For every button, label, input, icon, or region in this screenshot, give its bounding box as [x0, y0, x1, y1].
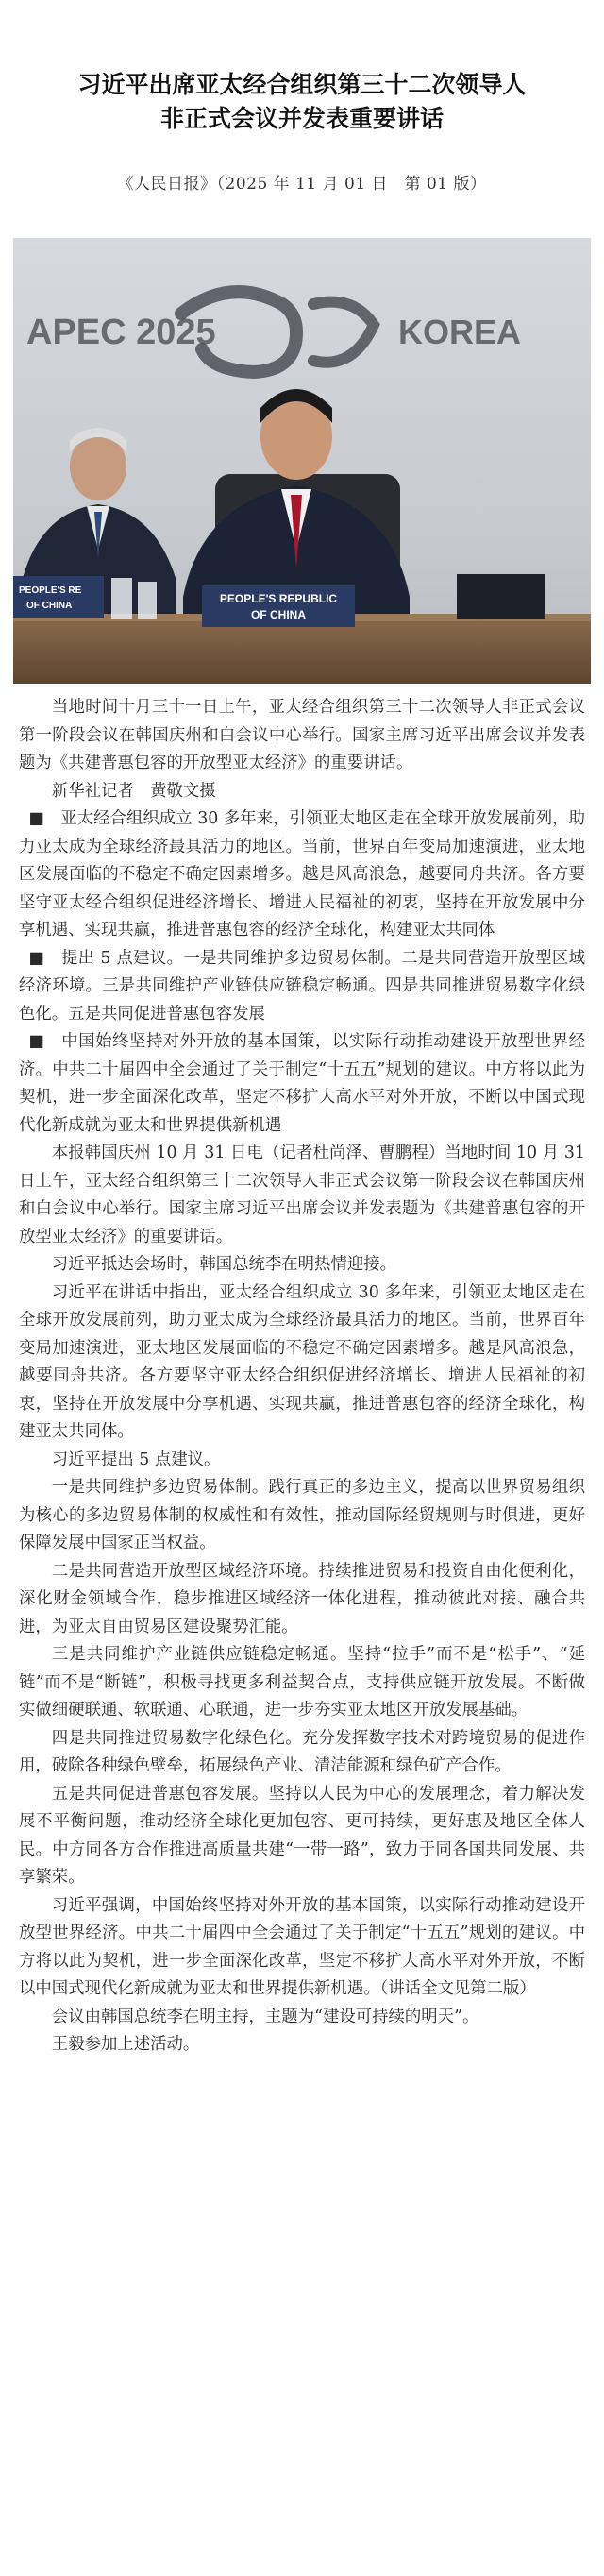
paragraph-proposals: 习近平提出 5 点建议。 — [51, 1449, 221, 1469]
nameplate-side — [13, 576, 104, 618]
svg-text:PEOPLE'S REPUBLIC: PEOPLE'S REPUBLIC — [219, 592, 338, 605]
paragraph-speech: 习近平在讲话中指出，亚太经合组织成立 30 多年来，引领亚太地区走在全球开放发展前列，助力亚太成为全球经济最具活力的地区。当前，世界百年变局加速演进，亚太地区发展面临的不稳定不确定因素增多。越是风高浪急，越要同舟共济。各方要坚守亚太经合组织促进经济增长、增进人民福祉的初衷，坚持在开放发展中分享机遇、实现共赢，推进普惠包容的经济全球化，构建亚太共同体。 — [19, 1282, 585, 1441]
summary-bullet-2: ■ 提出 5 点建议。一是共同维护多边贸易体制。二是共同营造开放型区域经济环境。三是共同维护产业链供应链稳定畅通。四是共同推进贸易数字化绿色化。五是共同促进普惠包容发展 — [19, 948, 585, 1024]
nameplate-main — [202, 585, 355, 627]
paragraph-emphasis: 习近平强调，中国始终坚持对外开放的基本国策，以实际行动推动建设开放型世界经济。中共二十届四中全会通过了关于制定“十五五”规划的建议。中方将以此为契机，进一步全面深化改革，坚定不移扩大高水平对外开放，不断以中国式现代化新成就为亚太和世界提供新机遇。（讲话全文见第二版） — [19, 1895, 585, 1998]
svg-text:OF CHINA: OF CHINA — [251, 608, 306, 621]
news-photo — [13, 238, 591, 684]
paragraph-proposal-4: 四是共同推进贸易数字化绿色化。充分发挥数字技术对跨境贸易的促进作用，破除各种绿色壁垒，拓展绿色产业、清洁能源和绿色矿产合作。 — [19, 1728, 585, 1775]
paragraph-proposal-2: 二是共同营造开放型区域经济环境。持续推进贸易和投资自由化便利化，深化财金领域合作，稳步推进区域经济一体化进程，推动彼此对接、融合共进，为亚太自由贸易区建设聚势汇能。 — [19, 1561, 585, 1636]
paragraph-proposal-3: 三是共同维护产业链供应链稳定畅通。坚持“拉手”而不是“松手”、“延链”而不是“断链”，积极寻找更多利益契合点，支持供应链开放发展。不断做实做细硬联通、软联通、心联通，进一步夯实亚太地区开放发展基础。 — [19, 1645, 585, 1720]
article-title-line-2: 非正式会议并发表重要讲话 — [159, 105, 444, 132]
article-title — [0, 68, 604, 136]
paragraph-proposal-5: 五是共同促进普惠包容发展。坚持以人民为中心的发展理念，着力解决发展不平衡问题，推动经济全球化更加包容、更可持续，更好惠及地区全体人民。中方同各方合作推进高质量共建“一带一路”，致力于同各国共同发展、共享繁荣。 — [19, 1784, 585, 1887]
article-title-line-1: 习近平出席亚太经合组织第三十二次领导人 — [77, 71, 527, 98]
backdrop-text-left: APEC 2025 — [26, 313, 216, 352]
svg-text:PEOPLE'S RE: PEOPLE'S RE — [19, 585, 82, 596]
article-body — [19, 694, 585, 2059]
backdrop-text-right: KOREA — [398, 313, 522, 351]
paragraph-host: 会议由韩国总统李在明主持，主题为“建设可持续的明天”。 — [51, 2007, 479, 2026]
paragraph-lead: 当地时间十月三十一日上午，亚太经合组织第三十二次领导人非正式会议第一阶段会议在韩国庆州和白会议中心举行。国家主席习近平出席会议并发表题为《共建普惠包容的开放型亚太经济》的重要讲话。 — [19, 698, 585, 772]
paragraph-proposal-1: 一是共同维护多边贸易体制。践行真正的多边主义，提高以世界贸易组织为核心的多边贸易体制的权威性和有效性，推动国际经贸规则与时俱进，更好保障发展中国家正当权益。 — [19, 1478, 585, 1552]
paragraph-dateline: 本报韩国庆州 10 月 31 日电（记者杜尚泽、曹鹏程）当地时间 10 月 31 日上午，亚太经合组织第三十二次领导人非正式会议第一阶段会议在韩国庆州和白会议中心举行。国家主席习近平出席会议并发表题为《共建普惠包容的开放型亚太经济》的重要讲话。 — [19, 1144, 585, 1246]
svg-text:OF CHINA: OF CHINA — [26, 601, 73, 611]
paragraph-arrival: 习近平抵达会场时，韩国总统李在明热情迎接。 — [51, 1255, 397, 1274]
article-source: 《人民日报》（2025 年 11 月 01 日 第 01 版） — [117, 175, 487, 194]
summary-bullet-3: ■ 中国始终坚持对外开放的基本国策，以实际行动推动建设开放型世界经济。中共二十届四中全会通过了关于制定“十五五”规划的建议。中方将以此为契机，进一步全面深化改革，坚定不移扩大高水平对外开放，不断以中国式现代化新成就为亚太和世界提供新机遇 — [19, 1032, 585, 1135]
photo-credit: 新华社记者 黄敬文摄 — [51, 781, 216, 801]
summary-bullet-1: ■ 亚太经合组织成立 30 多年来，引领亚太地区走在全球开放发展前列，助力亚太成为全球经济最具活力的地区。当前，世界百年变局加速演进，亚太地区发展面临的不稳定不确定因素增多。越是风高浪急，越要同舟共济。各方要坚守亚太经合组织促进经济增长、增进人民福祉的初衷，坚持在开放发展中分享机遇、实现共赢，推进普惠包容的经济全球化，构建亚太共同体 — [19, 809, 585, 940]
desk-monitor — [457, 574, 545, 619]
paragraph-attendance: 王毅参加上述活动。 — [51, 2035, 200, 2054]
